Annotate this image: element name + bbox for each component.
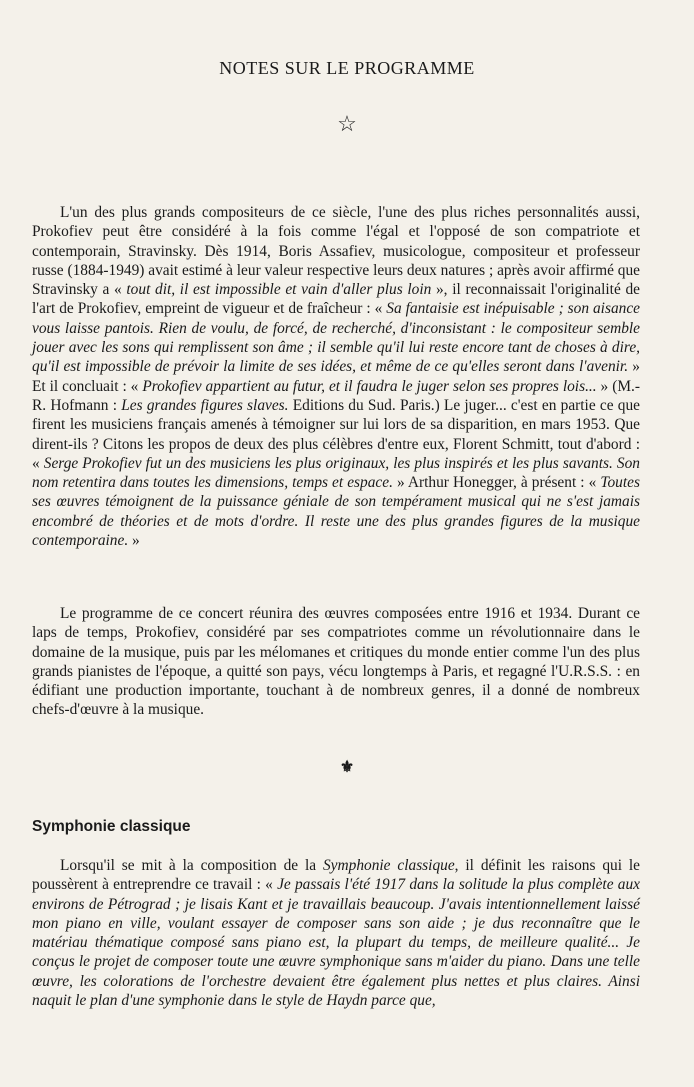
text-run: Lorsqu'il se mit à la composition de la	[60, 857, 323, 874]
italic-text-run: Je passais l'été 1917 dans la solitude la plus complète aux environs de Pétrograd ; je lisais Kant et je travaillais beaucoup. J'avais intentionnellement laissé mon piano en ville, voulant essayer de composer sans son aide ; je dus reconnaître que le matériau thématique composé sans piano est, la plupart du temps, de meilleure qualité... Je conçus le projet de composer toute une œuvre symphonique sans m'aider du piano. Dans une telle œuvre, les colorations de l'orchestre devaient être également plus nettes et plus claires. Ainsi naquit le plan d'une symphonie dans le style de Haydn parce que,	[32, 876, 640, 1010]
fleuron-ornament-icon: ⚜	[339, 757, 355, 776]
text-run: » Et il concluait : «	[32, 358, 641, 395]
program-paragraph: Le programme de ce concert réunira des œuvres composées entre 1916 et 1934. Durant ce laps de temps, Prokofiev, considéré par ses compatriotes comme un révolutionnaire dans le domaine de la musique, puis par les mélomanes et critiques du monde entier comme l'un des plus grands pianistes de l'époque, a quitté son pays, vécu longtemps à Paris, et regagné l'U.R.S.S. : en édifiant une production importante, touchant à de nombreux genres, il a donné de nombreux chefs-d'œuvre à la musique.	[32, 605, 640, 719]
italic-text-run: Sa fantaisie est inépuisable ; son aisance vous laisse pantois. Rien de voulu, de forcé, de recherché, d'inconsistant : le compositeur semble jouer avec les sons qui remplissent son âme ; il semble qu'il lui reste encore tant de choses à dire, qu'il est impossible de prévoir la limite de ses idées, et même de ce qu'elles seront dans l'avenir.	[32, 300, 641, 376]
text-run: , il définit les raisons qui le poussèrent à entreprendre ce travail : «	[32, 857, 640, 894]
section-heading: Symphonie classique	[32, 818, 191, 835]
intro-paragraph	[32, 203, 640, 550]
italic-text-run: Toutes ses œuvres témoignent de la puissance géniale de son tempérament musical qui ne s'est jamais encombré de théories et de mots d'ordre. Il reste une des plus grandes figures de la musique contemporaine.	[32, 474, 640, 550]
italic-text-run: tout dit, il est impossible et vain d'aller plus loin	[126, 281, 432, 299]
italic-text-run: Les grandes figures slaves.	[121, 396, 289, 414]
text-run: »	[128, 532, 140, 550]
text-run: L'un des plus grands compositeurs de ce siècle, l'une des plus riches personnalités aussi, Prokofiev peut être considéré à la fois comme l'égal et l'opposé de son compatriote et contemporain, Stravinsky. Dès 1914, Boris Assafiev, musicologue, compositeur et professeur russe (1884-1949) avait estimé à leur valeur respective leurs deux natures ; après avoir affirmé que Stravinsky a «	[32, 204, 640, 299]
symphonie-paragraph	[32, 856, 640, 1010]
text-run: », il reconnaissait l'originalité de l'art de Prokofiev, empreint de vigueur et de fraîcheur : «	[32, 281, 640, 318]
page-title: NOTES SUR LE PROGRAMME	[219, 58, 475, 78]
italic-text-run: Symphonie classique	[322, 857, 455, 874]
text-run: » (M.-R. Hofmann :	[32, 377, 640, 414]
text-run: » Arthur Honegger, à présent : «	[392, 474, 601, 492]
italic-text-run: Prokofiev appartient au futur, et il faudra le juger selon ses propres lois...	[142, 377, 597, 395]
italic-text-run: Serge Prokofiev fut un des musiciens les plus originaux, les plus inspirés et les plus savants. Son nom retentira dans toutes les dimensions, temps et espace.	[32, 454, 640, 492]
text-run: Editions du Sud. Paris.) Le juger... c'est en partie ce que firent les musiciens français amenés à témoigner sur lui lors de sa disparition, en mars 1953. Que dirent-ils ? Citons les propos de deux des plus célèbres d'entre eux, Florent Schmitt, tout d'abord : «	[32, 396, 641, 472]
star-ornament-icon: ☆	[337, 112, 357, 137]
